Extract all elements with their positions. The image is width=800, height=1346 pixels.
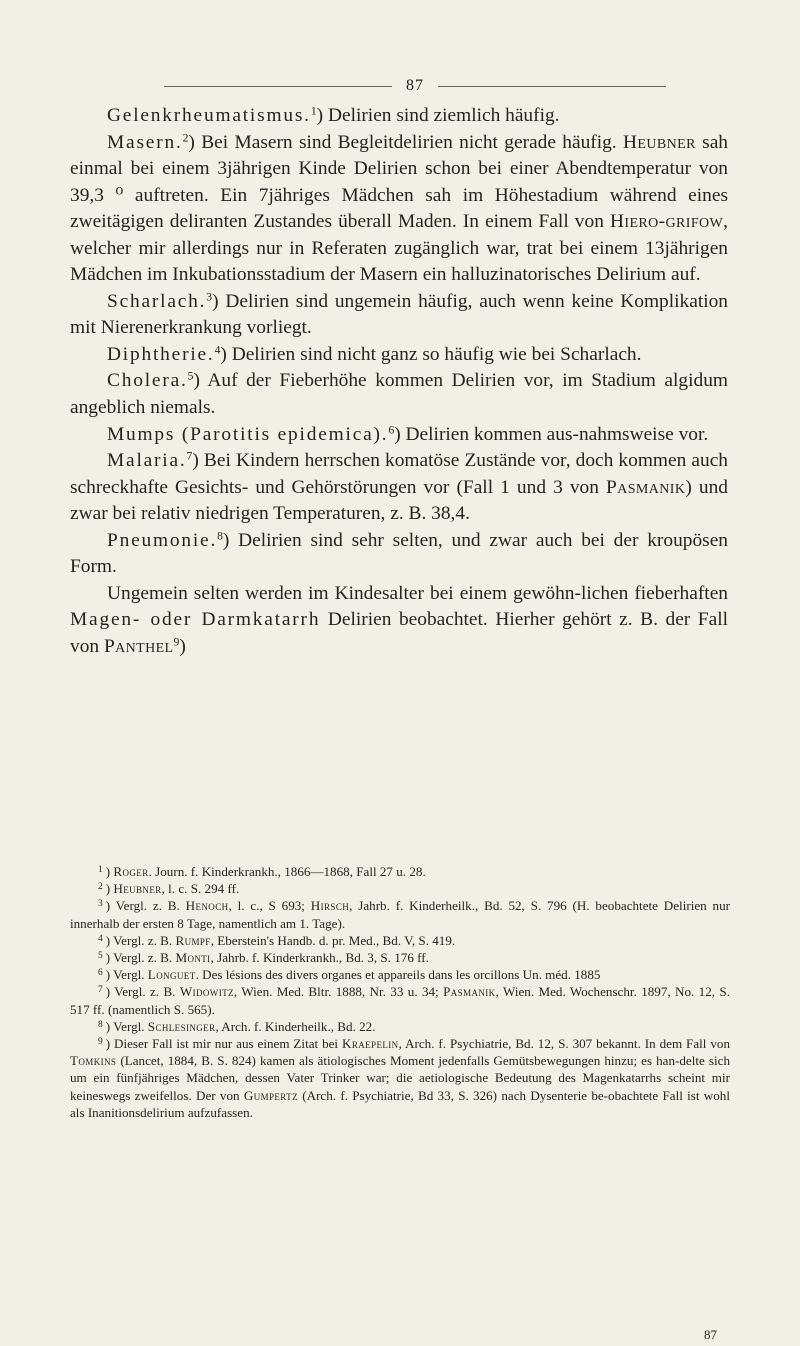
- footnote-8: $^8$ ) Vergl. Schlesinger, Arch. f. Kinderheilk., Bd. 22.: [98, 1018, 376, 1034]
- header-rule-right: [438, 86, 666, 87]
- paragraph-malaria: Malaria.$^7$) Bei Kindern herrschen komatöse Zustände vor, doch kommen auch schreckhafte Gesichts- und Gehörstörungen vor (Fall 1 und 3 von Pasmanik) und zwar bei relativ niedrigen Temperaturen, z. B. 38,4.: [70, 449, 728, 525]
- footnote-4: $^4$ ) Vergl. z. B. Rumpf, Eberstein's Handb. d. pr. Med., Bd. V, S. 419.: [98, 932, 456, 948]
- page-number: 87: [406, 77, 424, 94]
- paragraph-diphtherie: Diphtherie.$^4$) Delirien sind nicht ganz so häufig wie bei Scharlach.: [107, 343, 642, 365]
- paragraph-masern: Masern.$^2$) Bei Masern sind Begleitdelirien nicht gerade häufig. Heubner sah einmal bei einem 3jährigen Kinde Delirien schon bei einer Abendtemperatur von 39,3 ⁰ auftreten. Ein 7jähriges Mädchen sah im Höhestadium während eines zweitägigen deliranten Zustandes überall Maden. In einem Fall von Hiero-grifow, welcher mir allerdings nur in Referaten zugänglich war, trat bei einem 13jährigen Mädchen im Inkubationsstadium der Masern ein halluzinatorisches Delirium auf.: [70, 131, 728, 286]
- paragraph-gelenkrheumatismus: Gelenkrheumatismus.$^1$) Delirien sind ziemlich häufig.: [107, 104, 560, 126]
- footnote-3: $^3$ ) Vergl. z. B. Henoch, l. c., S 693; Hirsch, Jahrb. f. Kinderheilk., Bd. 52, S. 796 (H. beobachtete Delirien nur innerhalb der ersten 8 Tage, namentlich am 1. Tage).: [70, 898, 730, 931]
- footnote-6: $^6$ ) Vergl. Longuet. Des lésions des divers organes et appareils dans les orcillons Un. méd. 1885: [98, 967, 601, 983]
- paragraph-magen-darmkatarrh: Ungemein selten werden im Kindesalter bei einem gewöhn-lichen fieberhaften Magen- oder Darmkatarrh Delirien beobachtet. Hierher gehört z. B. der Fall von Panthel$^9$): [70, 582, 728, 657]
- folio-number: 87: [704, 1327, 717, 1342]
- footnote-1: $^1$ ) Roger. Journ. f. Kinderkrankh., 1866—1868, Fall 27 u. 28.: [98, 864, 426, 879]
- footnote-5: $^5$ ) Vergl. z. B. Monti, Jahrb. f. Kinderkrankh., Bd. 3, S. 176 ff.: [98, 950, 429, 966]
- paragraph-pneumonie: Pneumonie.$^8$) Delirien sind sehr selten, und zwar auch bei der kroupösen Form.: [70, 529, 728, 578]
- paragraph-cholera: Cholera.$^5$) Auf der Fieberhöhe kommen Delirien vor, im Stadium algidum angeblich niemals.: [70, 370, 728, 419]
- footnote-7: $^7$ ) Vergl. z. B. Widowitz, Wien. Med. Bltr. 1888, Nr. 33 u. 34; Pasmanik, Wien. Med. Wochenschr. 1897, No. 12, S. 517 ff. (namentlich S. 565).: [70, 984, 730, 1017]
- footnote-2: $^2$ ) Heubner, l. c. S. 294 ff.: [98, 881, 240, 897]
- running-header: [150, 76, 680, 96]
- paragraph-scharlach: Scharlach.$^3$) Delirien sind ungemein häufig, auch wenn keine Komplikation mit Nierenerkrankung vorliegt.: [70, 290, 728, 339]
- header-rule-left: [164, 86, 392, 87]
- main-text: [70, 103, 728, 660]
- paragraph-mumps: Mumps (Parotitis epidemica).$^6$) Delirien kommen aus-nahmsweise vor.: [107, 423, 709, 445]
- footnote-9: $^9$ ) Dieser Fall ist mir nur aus einem Zitat bei Kraepelin, Arch. f. Psychiatrie, Bd. 12, S. 307 bekannt. In dem Fall von Tomkins (Lancet, 1884, B. S. 824) kamen als ätiologisches Moment jedenfalls Gemütsbewegungen hinzu; es han-delte sich um ein fünfjähriges Mädchen, dessen Vater Trinker war; die aetiologische Bedeutung des Magenkatarrhs scheint mir keineswegs zweifellos. Der von Gumpertz (Arch. f. Psychiatrie, Bd 33, S. 326) nach Dysenterie be-obachtete Fall ist wohl als Inanitionsdelirium aufzufassen.: [70, 1036, 730, 1120]
- footnotes: [70, 863, 730, 1121]
